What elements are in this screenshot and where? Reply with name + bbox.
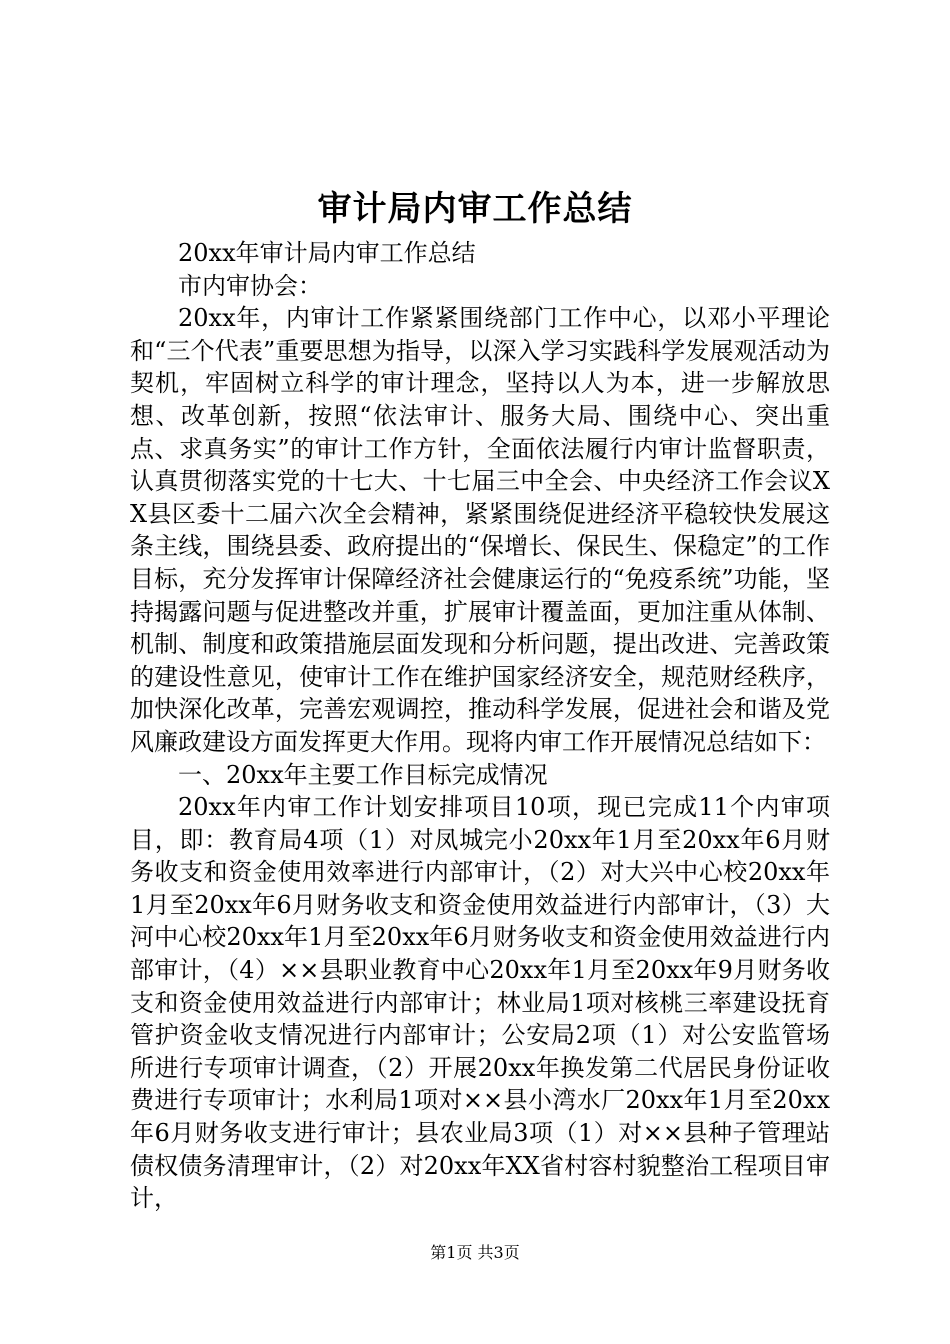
paragraph: 20xx年内审工作计划安排项目10项，现已完成11个内审项目，即：教育局4项（1）对凤城完小20xx年1月至20xx年6月财务收支和资金使用效率进行内部审计，（2）对大兴中心校20xx年1月至20xx年6月财务收支和资金使用效益进行内部审计，（3）大河中心校20xx年1月至20xx年6月财务收支和资金使用效益进行内部审计，（4）××县职业教育中心20xx年1月至20xx年9月财务收支和资金使用效益进行内部审计；林业局1项对核桃三率建设抚育管护资金收支情况进行内部审计；公安局2项（1）对公安监管场所进行专项审计调查，（2）开展20xx年换发第二代居民身份证收费进行专项审计；水利局1项对××县小湾水厂20xx年1月至20xx年6月财务收支进行审计；县农业局3项（1）对××县种子管理站债权债务清理审计，（2）对20xx年XX省村容村貌整治工程项目审计， [130, 793, 830, 1213]
section-heading: 一、20xx年主要工作目标完成情况 [178, 760, 548, 789]
document-title: 审计局内审工作总结 [317, 189, 633, 229]
page-number: 第1页 共3页 [430, 1243, 520, 1262]
salutation: 市内审协会： [178, 271, 322, 300]
paragraph: 20xx年，内审计工作紧紧围绕部门工作中心，以邓小平理论和“三个代表”重要思想为指导，以深入学习实践科学发展观活动为契机，牢固树立科学的审计理念，坚持以人为本，进一步解放思想、改革创新，按照“依法审计、服务大局、围绕中心、突出重点、求真务实”的审计工作方针，全面依法履行内审计监督职责，认真贯彻落实党的十七大、十七届三中全会、中央经济工作会议XX县区委十二届六次全会精神，紧紧围绕促进经济平稳较快发展这条主线，围绕县委、政府提出的“保增长、保民生、保稳定”的工作目标，充分发挥审计保障经济社会健康运行的“免疫系统”功能，坚持揭露问题与促进整改并重，扩展审计覆盖面，更加注重从体制、机制、制度和政策措施层面发现和分析问题，提出改进、完善政策的建设性意见，使审计工作在维护国家经济安全，规范财经秩序，加快深化改革，完善宏观调控，推动科学发展，促进社会和谐及党风廉政建设方面发挥更大作用。现将内审工作开展情况总结如下： [130, 304, 830, 756]
document-subtitle: 20xx年审计局内审工作总结 [178, 239, 476, 267]
document-body [130, 237, 830, 1215]
